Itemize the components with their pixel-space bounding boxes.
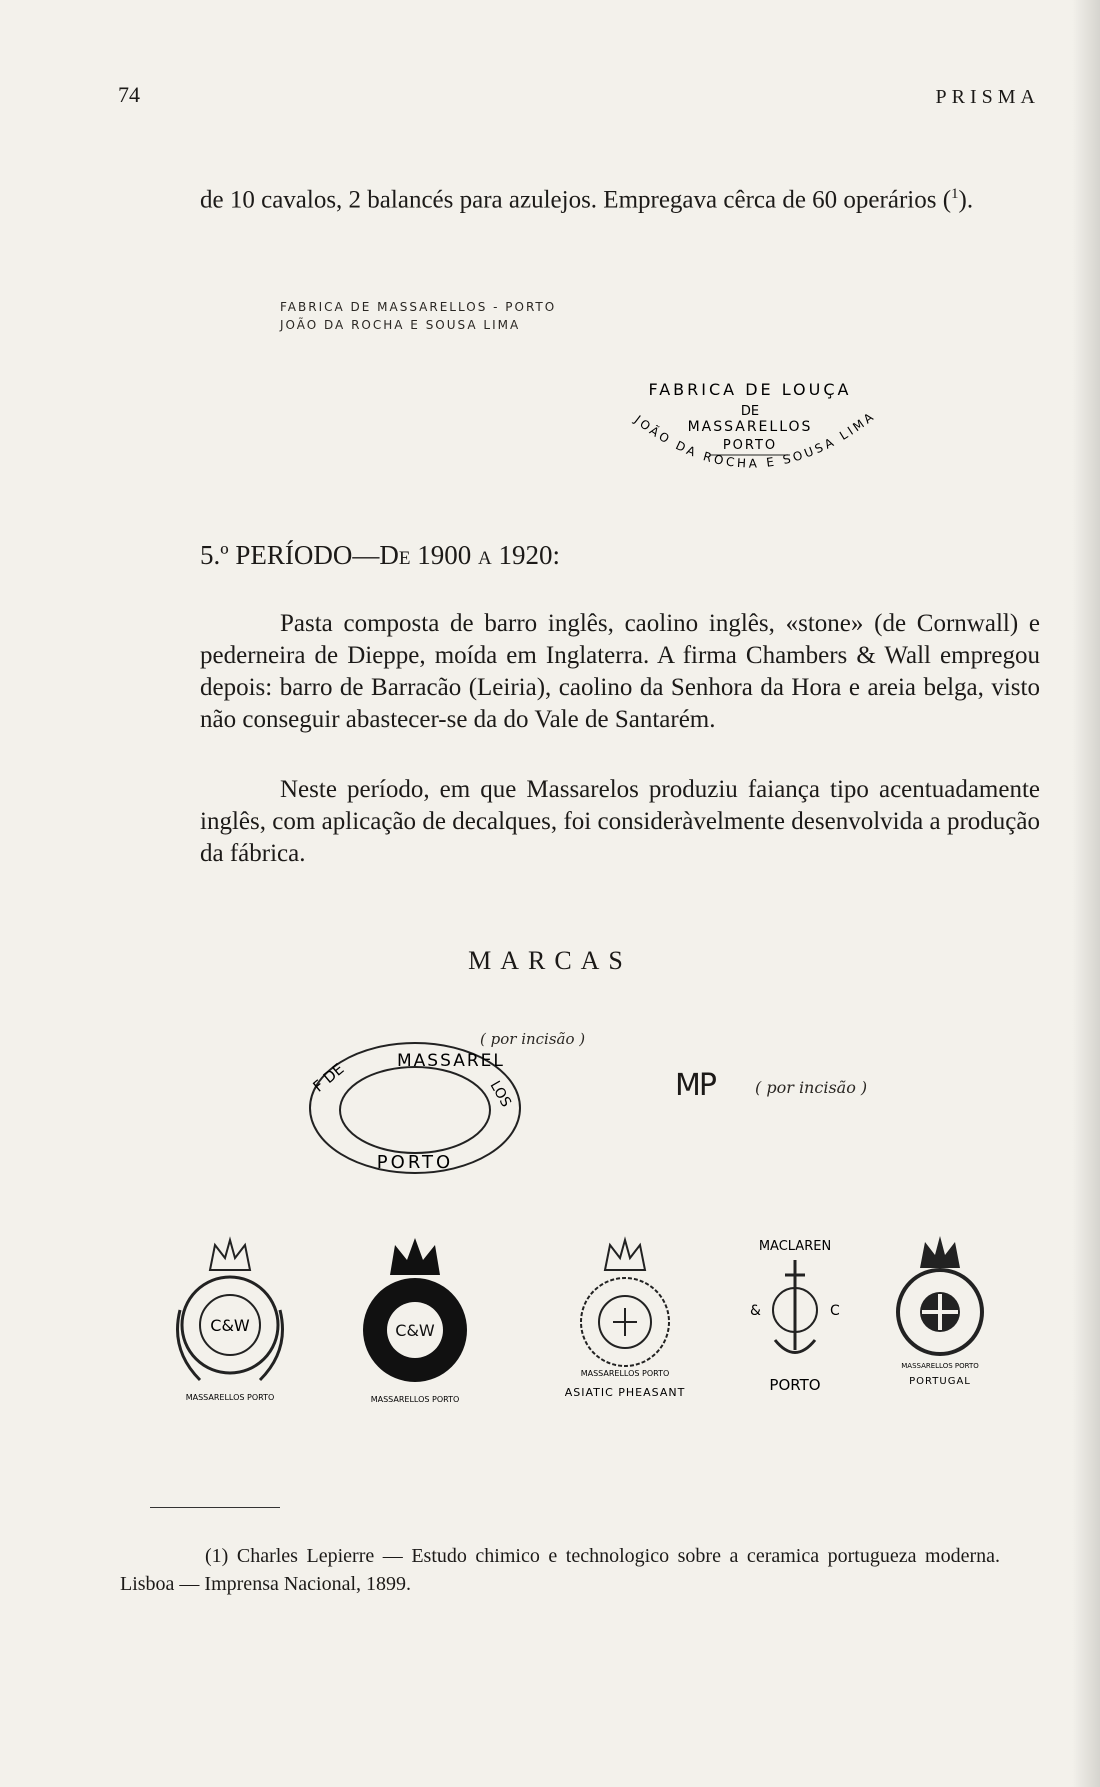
oval-seal-right: LOS [486,1078,515,1110]
mark-text-line-1: FABRICA DE MASSARELLOS - PORTO [280,300,557,314]
stamp-line-3: MASSARELLOS [687,419,813,435]
stamp-arc-text: JOÃO DA ROCHA E SOUSA LIMA [631,408,879,471]
footnote-rule [150,1507,280,1508]
paragraph-1-text: de 10 cavalos, 2 balancés para azulejos. Empregava cêrca de 60 operários ( [200,186,952,214]
factory-stamp [600,375,900,510]
crest-5-ring: MASSARELLOS PORTO [901,1362,979,1370]
footnote-reference: 1 [951,186,959,202]
stamp-line-2: DE [740,404,760,419]
section-end-year: 1920: [498,540,560,570]
footnote-ref: (1) [205,1545,229,1567]
running-head: PRISMA [935,86,1040,108]
crest-4-bottom: PORTO [769,1376,821,1394]
section-dash: — [352,540,380,570]
crown-icon [920,1236,960,1268]
paragraph-1-end: ). [958,186,974,214]
incision-note-2: ( por incisão ) [755,1078,868,1097]
mp-mark: MP [675,1068,715,1103]
crown-icon [390,1238,440,1275]
oval-seal-mark [305,1038,525,1178]
incision-note-1: ( por incisão ) [480,1030,586,1048]
crest-mark-5 [880,1230,1000,1410]
crest-3-caption: ASIATIC PHEASANT [565,1386,685,1399]
paragraph-2: Pasta composta de barro inglês, caolino inglês, «stone» (de Cornwall) e pederneira de Dieppe, moída em Inglaterra. A firma Chambers & Wall empregou depois: barro de Barracão (Leiria), caolino da Senhora da Hora e areia belga, visto não conseguir abastecer-se da do Vale de Santarém. [200,610,1040,733]
crest-mark-3 [565,1230,685,1410]
anchor-icon [613,1308,637,1336]
crest-1-center: C&W [210,1316,250,1335]
section-number: 5.º [200,540,229,570]
footnote-text: Charles Lepierre — Estudo chimico e technologico sobre a ceramica portugueza moderna. Lisboa — Imprensa Nacional, 1899. [120,1545,1000,1595]
paragraph-3: Neste período, em que Massarelos produziu faiança tipo acentuadamente inglês, com aplicação de decalques, foi consideràvelmente desenvolvida a produção da fábrica. [200,776,1040,867]
anchor-icon [775,1260,815,1353]
stamp-line-4: PORTO [722,438,778,453]
oval-seal-top: MASSAREL [397,1051,505,1071]
oval-seal-left: F DE [309,1059,348,1096]
section-start-year: 1900 [417,540,472,570]
footnote [120,1542,1000,1598]
marcas-title: MARCAS [468,946,632,975]
oval-seal-bottom: PORTO [376,1152,454,1173]
section-heading [200,540,560,571]
crest-mark-2 [355,1230,475,1410]
crest-mark-1 [170,1230,290,1410]
mark-text-line-2: JOÃO DA ROCHA E SOUSA LIMA [280,318,521,332]
section-range-prefix: De [379,540,411,570]
crest-2-center: C&W [395,1321,435,1340]
paragraph-1 [200,178,1040,216]
section-range-mid: a [478,540,492,570]
crest-3-ring: MASSARELLOS PORTO [580,1369,670,1378]
crown-icon [605,1240,645,1270]
crest-5-caption: PORTUGAL [909,1376,971,1387]
page-number: 74 [118,82,140,107]
stamp-line-1: FABRICA DE LOUÇA [648,380,852,399]
crest-mark-4 [735,1230,855,1410]
crest-4-right: C [830,1303,840,1319]
crown-icon [210,1240,250,1270]
section-title: PERÍODO [235,540,353,570]
crest-4-left: & [750,1303,761,1319]
crest-4-top: MACLAREN [758,1239,832,1254]
crest-2-ring: MASSARELLOS PORTO [370,1395,460,1404]
crest-1-ring: MASSARELLOS PORTO [185,1393,275,1402]
